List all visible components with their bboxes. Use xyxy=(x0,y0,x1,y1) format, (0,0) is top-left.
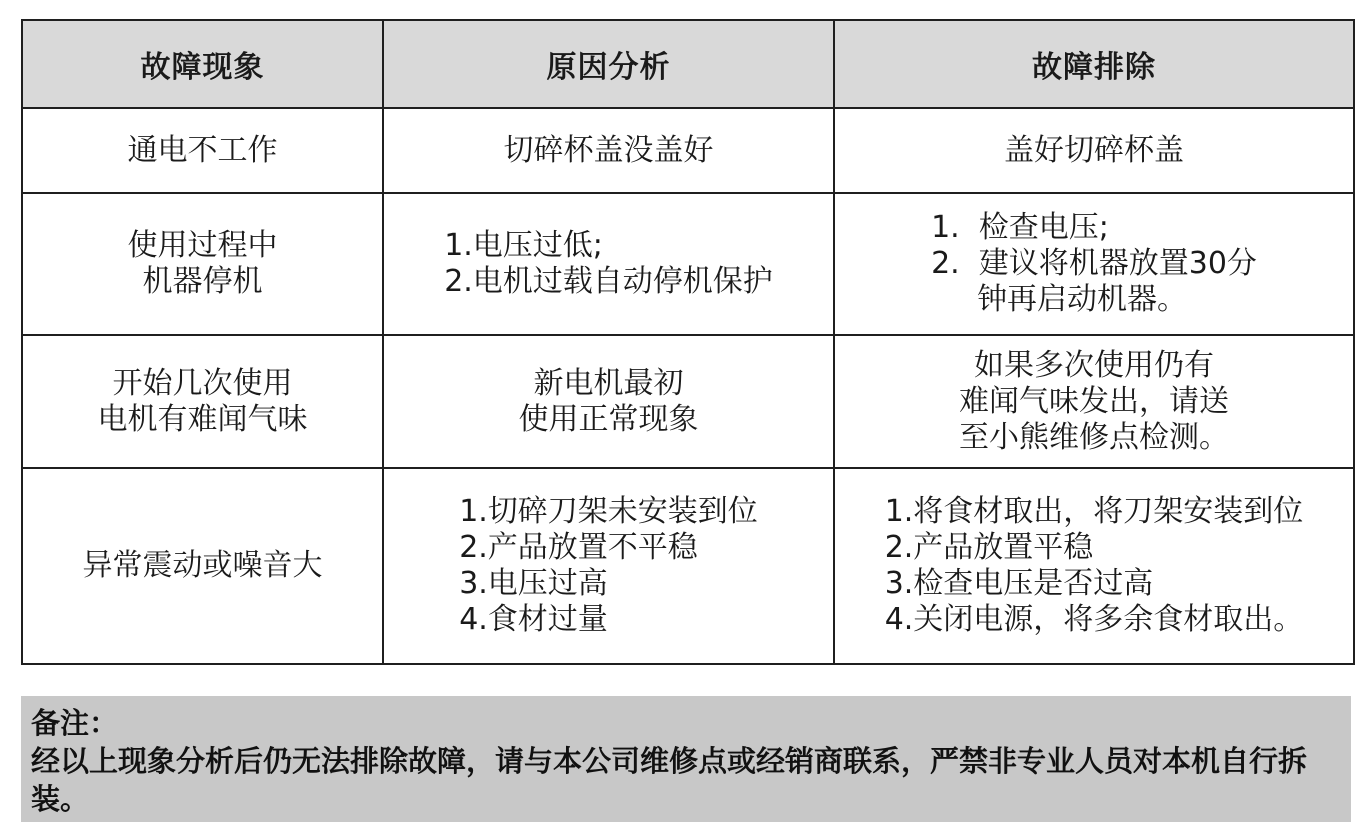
solution-text: 至小熊维修点检测。 xyxy=(959,419,1229,455)
solution-cell xyxy=(834,335,1354,468)
troubleshooting-table-container xyxy=(21,19,1353,665)
solution-text: 如果多次使用仍有 xyxy=(974,347,1214,383)
solution-text: 4.关闭电源，将多余食材取出。 xyxy=(884,602,1304,637)
cause-text: 切碎杯盖没盖好 xyxy=(503,132,714,168)
solution-text: 难闻气味发出，请送 xyxy=(959,383,1229,419)
cause-cell xyxy=(383,335,834,468)
solution-text: 2. 建议将机器放置30分 xyxy=(931,246,1257,281)
cause-cell xyxy=(383,108,834,193)
solution-text: 钟再启动机器。 xyxy=(977,282,1188,317)
symptom-cell xyxy=(22,108,383,193)
solution-text: 1.将食材取出，将刀架安装到位 xyxy=(884,494,1304,529)
cause-text: 1.电压过低; xyxy=(444,228,603,263)
cause-text: 1.切碎刀架未安装到位 xyxy=(459,494,758,529)
symptom-text: 使用过程中 xyxy=(127,228,278,263)
header-solution: 故障排除 xyxy=(834,20,1354,108)
table-row xyxy=(22,335,1354,468)
cause-cell xyxy=(383,468,834,664)
solution-text: 2.产品放置平稳 xyxy=(884,530,1094,565)
symptom-cell xyxy=(22,468,383,664)
symptom-text: 通电不工作 xyxy=(127,132,278,168)
solution-cell xyxy=(834,193,1354,335)
table-row xyxy=(22,108,1354,193)
cause-text: 2.产品放置不平稳 xyxy=(459,530,698,565)
table-row xyxy=(22,193,1354,335)
symptom-cell xyxy=(22,193,383,335)
cause-text: 4.食材过量 xyxy=(459,602,608,637)
symptom-text: 电机有难闻气味 xyxy=(97,401,308,437)
cause-text: 使用正常现象 xyxy=(518,401,699,437)
symptom-cell xyxy=(22,335,383,468)
symptom-text: 异常震动或噪音大 xyxy=(82,548,323,583)
solution-text: 1. 检查电压; xyxy=(931,210,1109,245)
note-title: 备注： xyxy=(31,706,119,740)
note-box xyxy=(21,696,1351,822)
troubleshooting-table xyxy=(21,19,1355,665)
solution-cell xyxy=(834,468,1354,664)
header-symptom: 故障现象 xyxy=(22,20,383,108)
note-text: 经以上现象分析后仍无法排除故障，请与本公司维修点或经销商联系，严禁非专业人员对本机自行拆装。 xyxy=(31,744,1308,816)
cause-text: 3.电压过高 xyxy=(459,566,608,601)
solution-text: 3.检查电压是否过高 xyxy=(884,566,1154,601)
table-row xyxy=(22,468,1354,664)
solution-cell xyxy=(834,108,1354,193)
cause-text: 新电机最初 xyxy=(533,365,684,401)
solution-text: 盖好切碎杯盖 xyxy=(1004,132,1184,168)
symptom-text: 开始几次使用 xyxy=(112,365,293,401)
cause-text: 2.电机过载自动停机保护 xyxy=(444,264,773,299)
symptom-text: 机器停机 xyxy=(142,264,263,299)
table-header-row xyxy=(22,20,1354,108)
header-cause: 原因分析 xyxy=(383,20,834,108)
cause-cell xyxy=(383,193,834,335)
